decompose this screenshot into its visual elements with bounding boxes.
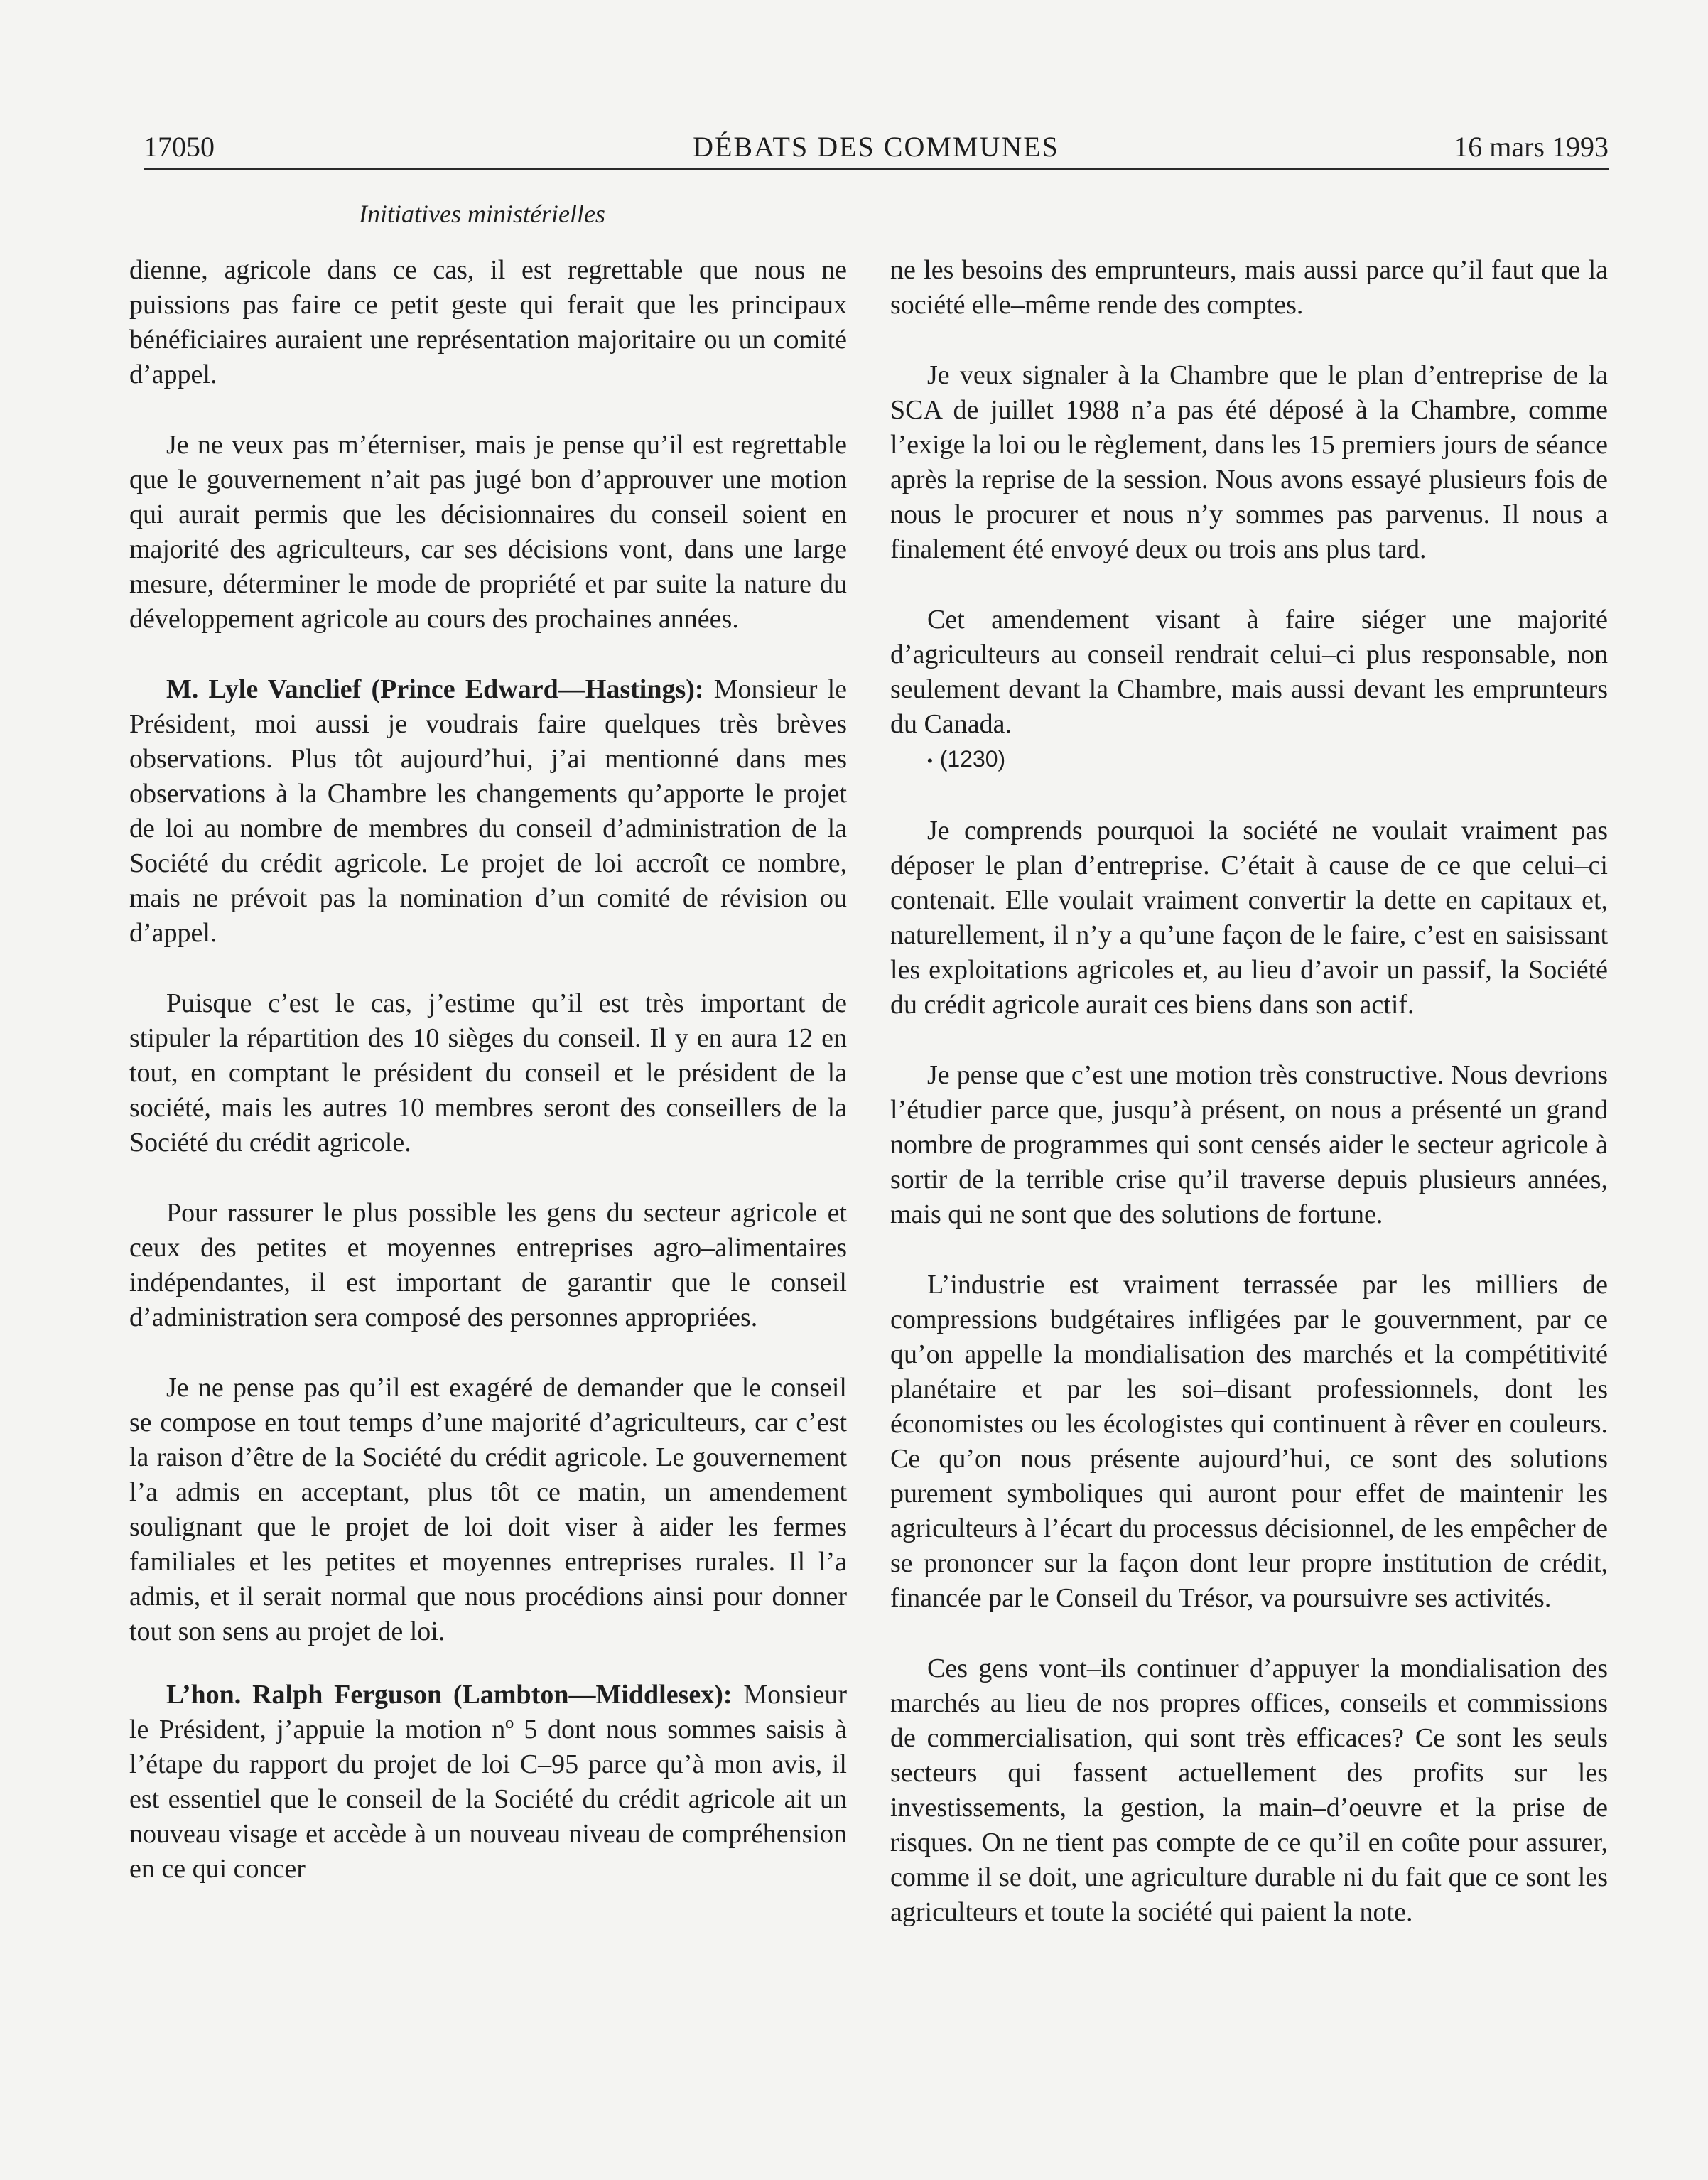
paragraph: ne les besoins des emprunteurs, mais aussi parce qu’il faut que la société elle–même rende des comptes.: [890, 255, 1608, 320]
speaker-paragraph: [129, 672, 847, 951]
speaker-paragraph: [129, 1678, 847, 1887]
time-marker: [890, 742, 1608, 778]
right-column: [890, 253, 1608, 1930]
paragraph: Ces gens vont–ils continuer d’appuyer la mondialisation des marchés au lieu de nos propres offices, conseils et commissions de commercialisation, qui sont très efficaces? Ce sont les seuls secteurs qui fassent actuellement des profits sur les investissements, la gestion, la main–d’oeuvre et la prise de risques. On ne tient pas compte de ce qu’il en coûte pour assurer, comme il se doit, une agriculture durable ni du fait que ce sont les agriculteurs et toute la société qui paient la note.: [890, 1653, 1608, 1928]
paragraph-text: Monsieur le Président, j’appuie la motion nº 5 dont nous sommes saisis à l’étape du rapport du projet de loi C–95 parce qu’à mon avis, il est essentiel que le conseil de la Société du crédit agricole ait un nouveau visage et accède à un nouveau niveau de compréhension en ce qui concer: [129, 1680, 848, 1884]
speaker-name: L’hon. Ralph Ferguson (Lambton—Middlesex):: [166, 1680, 733, 1710]
paragraph: Je comprends pourquoi la société ne voulait vraiment pas déposer le plan d’entreprise. C’était à cause de ce que celui–ci contenait. Elle voulait vraiment convertir la dette en capitaux et, naturellement, il n’y a qu’une façon de le faire, c’est en saisissant les exploitations agricoles et, au lieu d’avoir un passif, la Société du crédit agricole aurait ces biens dans son actif.: [890, 816, 1608, 1020]
left-column: [129, 253, 847, 1887]
publication-title: DÉBATS DES COMMUNES: [693, 131, 1059, 163]
paragraph: Je ne veux pas m’éterniser, mais je pense qu’il est regrettable que le gouvernement n’ait pas jugé bon d’approuver une motion qui aurait permis que les décisionnaires du conseil soient en majorité des agriculteurs, car ses décisions vont, dans une large mesure, déterminer le mode de propriété et par suite la nature du développement agricole au cours des prochaines années.: [129, 430, 847, 634]
section-title: Initiatives ministérielles: [359, 200, 605, 228]
paragraph-text: Monsieur le Président, moi aussi je voudrais faire quelques très brèves observations. Plus tôt aujourd’hui, j’ai mentionné dans mes observations à la Chambre les changements qu’apporte le projet de loi au nombre de membres du conseil d’administration de la Société du crédit agricole. Le projet de loi accroît ce nombre, mais ne prévoit pas la nomination d’un comité de révision ou d’appel.: [129, 674, 848, 948]
speaker-name: M. Lyle Vanclief (Prince Edward—Hastings):: [166, 674, 704, 704]
paragraph: Puisque c’est le cas, j’estime qu’il est très important de stipuler la répartition des 10 sièges du conseil. Il y en aura 12 en tout, en comptant le président du conseil et le président de la société, mais les autres 10 membres seront des conseillers de la Société du crédit agricole.: [129, 988, 847, 1158]
paragraph: Je ne pense pas qu’il est exagéré de demander que le conseil se compose en tout temps d’une majorité d’agriculteurs, car c’est la raison d’être de la Société du crédit agricole. Le gouvernement l’a admis en acceptant, plus tôt ce matin, un amendement soulignant que le projet de loi doit viser à aider les fermes familiales et les petites et moyennes entreprises rurales. Il l’a admis, et il serait normal que nous procédions ainsi pour donner tout son sens au projet de loi.: [129, 1373, 847, 1646]
paragraph: dienne, agricole dans ce cas, il est regrettable que nous ne puissions pas faire ce petit geste qui ferait que les principaux bénéficiaires auraient une représentation majoritaire ou un comité d’appel.: [129, 255, 847, 389]
page-header: [144, 122, 1609, 168]
paragraph: Je pense que c’est une motion très constructive. Nous devrions l’étudier parce que, jusqu’à présent, on nous a présenté un grand nombre de programmes qui sont censés aider le secteur agricole à sortir de la terrible crise qu’il traverse depuis plusieurs années, mais qui ne sont que des solutions de fortune.: [890, 1060, 1608, 1230]
paragraph: L’industrie est vraiment terrassée par les milliers de compressions budgétaires infligées par le gouvernment, par ce qu’on appelle la mondialisation des marchés et la compétitivité planétaire et par les soi–disant professionnels, dont les économistes ou les écologistes qui continuent à rêver en couleurs. Ce qu’on nous présente aujourd’hui, ce sont des solutions purement symboliques qui auront pour effet de maintenir les agriculteurs à l’écart du processus décisionnel, de les empêcher de se prononcer sur la façon dont leur propre institution de crédit, financée par le Conseil du Trésor, va poursuivre ses activités.: [890, 1270, 1608, 1614]
time-stamp: (1230): [939, 746, 1006, 772]
bullet-icon: •: [927, 752, 933, 770]
paragraph: Pour rassurer le plus possible les gens du secteur agricole et ceux des petites et moyennes entreprises agro–alimentaires indépendantes, il est important de garantir que le conseil d’administration sera composé des personnes appropriées.: [129, 1198, 847, 1332]
header-rule: [144, 168, 1609, 170]
publication-date: 16 mars 1993: [1454, 131, 1609, 163]
page-number: 17050: [144, 131, 215, 163]
paragraph: Je veux signaler à la Chambre que le plan d’entreprise de la SCA de juillet 1988 n’a pas été déposé à la Chambre, comme l’exige la loi ou le règlement, dans les 15 premiers jours de séance après la reprise de la session. Nous avons essayé plusieurs fois de nous le procurer et nous n’y sommes pas parvenus. Il nous a finalement été envoyé deux ou trois ans plus tard.: [890, 360, 1608, 564]
paragraph: Cet amendement visant à faire siéger une majorité d’agriculteurs au conseil rendrait celui–ci plus responsable, non seulement devant la Chambre, mais aussi devant les emprunteurs du Canada.: [890, 605, 1608, 739]
